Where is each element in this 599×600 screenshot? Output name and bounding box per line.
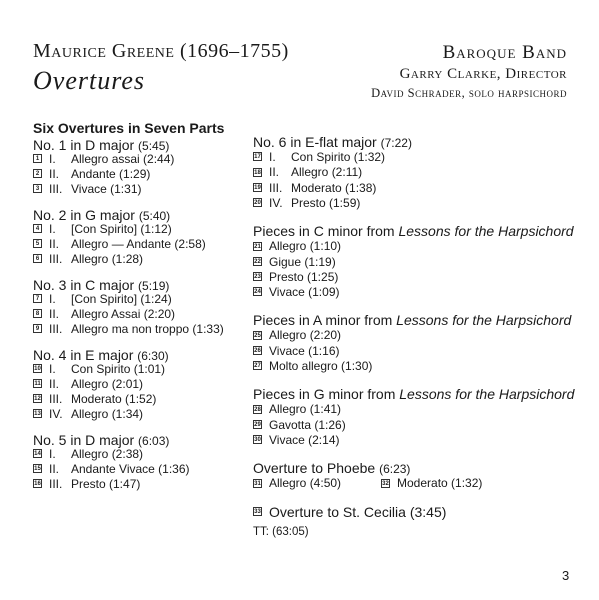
movement-number: II. [49,377,60,391]
work-heading [253,134,412,150]
work-title: No. 2 in G major [33,207,135,223]
track-number: 7 [33,294,42,303]
movement-number: III. [269,180,283,195]
track-number: 19 [254,184,261,191]
work-title: Pieces in C minor from [253,223,395,240]
track-number: 4 [33,224,42,233]
track-title: Moderato (1:32) [397,476,483,491]
movement-number: I. [49,362,56,376]
track-number: 26 [254,348,261,355]
track-number: 27 [254,363,261,370]
work-heading [33,277,169,293]
track-number: 29 [254,421,261,428]
track-number: 33 [254,509,261,516]
track-row [33,407,143,422]
track-row [381,476,482,491]
track-title: Molto allegro (1:30) [269,359,373,373]
track-title: Allegro (2:11) [291,165,363,180]
track-row [253,181,376,196]
track-number: 31 [254,480,261,487]
work-duration: (6:23) [379,462,411,477]
track-title: Vivace (1:31) [71,182,142,196]
track-row [253,402,341,417]
ensemble-name: Baroque Band [442,42,567,63]
movement-number: III. [49,322,63,336]
work-duration: (7:22) [380,136,412,150]
track-row [33,392,156,407]
work-source: Lessons for the Harpsichord [398,223,574,240]
track-row [33,377,143,392]
track-number: 28 [254,406,261,413]
track-number: 22 [254,258,261,265]
track-number: 9 [33,324,42,333]
track-number: 30 [254,437,261,444]
track-number: 13 [34,411,41,418]
track-row [33,252,143,267]
track-number: 14 [34,451,41,458]
work-heading [33,347,169,363]
work-title: No. 3 in C major [33,277,135,293]
track-number: 21 [254,243,261,250]
track-row [33,307,175,322]
work-title: No. 4 in E major [33,347,134,363]
track-row [33,152,174,167]
track-title: Vivace (1:09) [269,285,340,300]
track-title: Vivace (2:14) [269,432,340,447]
movement-number: III. [49,477,63,491]
track-row [253,270,338,285]
track-title: Allegro — Andante (2:58) [71,237,206,251]
movement-number: I. [49,222,56,236]
track-title: Allegro (1:34) [71,407,144,421]
track-title: Allegro ma non troppo (1:33) [71,322,224,336]
track-row [253,165,362,180]
track-title: Allegro assai (2:44) [71,152,175,166]
movement-number: II. [49,307,60,321]
track-title: Gavotta (1:26) [269,417,346,432]
track-number: 17 [254,154,261,161]
movement-number: I. [49,447,56,461]
track-title: Presto (1:47) [71,477,141,491]
work-duration: (5:45) [138,139,170,153]
work-source: Lessons for the Harpsichord [396,312,572,329]
track-title: Gigue (1:19) [269,254,336,269]
work-heading [33,137,169,153]
track-title: Presto (1:59) [291,195,361,210]
track-row [253,150,385,165]
track-title: Presto (1:25) [269,269,339,284]
track-number: 32 [382,480,389,487]
track-number: 8 [33,309,42,318]
track-title: [Con Spirito] (1:12) [71,222,172,236]
movement-number: III. [49,252,63,266]
track-number: 6 [33,254,42,263]
track-row [253,359,372,374]
track-row [253,255,336,270]
track-title: Andante (1:29) [71,167,151,181]
track-number: 2 [33,169,42,178]
total-time: TT: (63:05) [253,526,309,538]
track-number: 3 [33,184,42,193]
work-source: Lessons for the Harpsichord [399,386,575,403]
work-title: Pieces in G minor from [253,386,396,403]
track-number: 24 [254,289,261,296]
track-title: Allegro (2:01) [71,377,144,391]
movement-number: IV. [269,195,283,210]
track-row [33,222,172,237]
track-row [33,167,150,182]
work-heading [253,223,574,239]
track-title: [Con Spirito] (1:24) [71,292,172,306]
track-title: Andante Vivace (1:36) [71,462,190,476]
movement-number: III. [49,182,63,196]
movement-number: I. [49,152,56,166]
work-heading [33,432,169,448]
track-title: Vivace (1:16) [269,343,340,358]
movement-number: II. [49,462,60,476]
work-heading [253,460,410,476]
track-title: Moderato (1:38) [291,180,377,195]
track-number: 1 [33,154,42,163]
work-title: No. 6 in E-flat major [253,134,377,150]
movement-number: I. [269,150,276,164]
track-number: 18 [254,169,261,176]
track-row [253,344,339,359]
work-title: Overture to Phoebe [253,460,376,477]
track-number: 15 [34,466,41,473]
movement-number: II. [49,167,60,181]
track-row [253,328,341,343]
work-heading [253,312,571,328]
work-duration: (6:03) [138,434,170,448]
work-duration: (5:40) [138,209,171,223]
movement-number: II. [269,165,280,180]
track-row [253,418,346,433]
track-row [253,285,339,300]
work-title: No. 1 in D major [33,137,135,153]
track-title: Allegro (2:20) [269,328,342,343]
track-row [33,182,141,197]
track-title: Allegro (1:41) [269,402,342,417]
track-title: Allegro Assai (2:20) [71,307,176,321]
movement-number: I. [49,292,56,306]
work-heading [33,207,170,223]
director-credit: Garry Clarke, Director [399,66,567,82]
track-number: 10 [34,366,41,373]
work-heading [253,504,446,520]
track-number: 16 [34,481,41,488]
track-title: Moderato (1:52) [71,392,157,406]
track-number: 5 [33,239,42,248]
track-row [253,433,339,448]
section-title: Six Overtures in Seven Parts [33,120,225,136]
movement-number: III. [49,392,63,406]
album-subtitle: Overtures [33,66,146,95]
track-title: Allegro (2:38) [71,447,144,461]
composer-title: Maurice Greene (1696–1755) [33,40,289,62]
track-row [33,362,165,377]
track-title: Allegro (1:28) [71,252,144,266]
track-number: 23 [254,274,261,281]
track-row [33,322,224,337]
page-number: 3 [562,568,570,583]
track-row [253,239,341,254]
track-row [33,237,206,252]
work-title: Pieces in A minor from [253,312,393,329]
track-number: 12 [34,396,41,403]
work-duration: (5:19) [138,279,170,293]
movement-number: II. [49,237,60,251]
track-number: 25 [254,332,261,339]
track-number: 11 [34,381,41,388]
work-duration: (6:30) [137,349,169,363]
track-title: Allegro (4:50) [269,476,342,491]
track-row [253,476,341,491]
track-row [253,196,360,211]
track-title: Allegro (1:10) [269,239,342,254]
track-row [33,447,143,462]
soloist-credit: David Schrader, solo harpsichord [371,86,567,100]
track-row [33,477,140,492]
work-title: No. 5 in D major [33,432,135,448]
track-title: Con Spirito (1:01) [71,362,166,376]
track-row [33,462,190,477]
work-heading [253,386,574,402]
work-title: Overture to St. Cecilia (3:45) [269,503,447,520]
track-number: 20 [254,200,261,207]
track-title: Con Spirito (1:32) [291,150,386,164]
movement-number: IV. [49,407,63,421]
track-row [33,292,172,307]
